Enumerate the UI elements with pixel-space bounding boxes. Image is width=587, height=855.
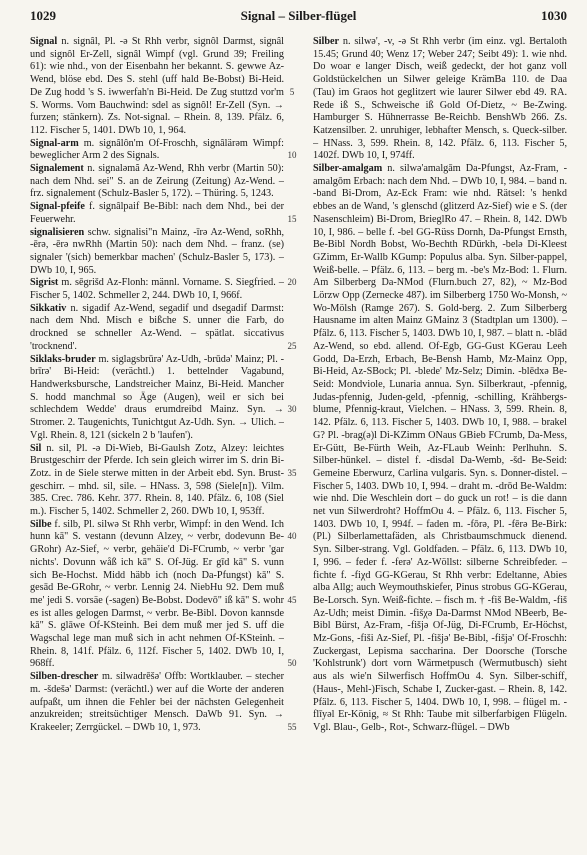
- line-number: 5: [289, 86, 295, 97]
- entry-headword: Signal-arm: [30, 137, 79, 149]
- page-number-left: 1029: [30, 8, 56, 23]
- running-title: Signal – Silber-flügel: [240, 8, 357, 23]
- line-number: 50: [287, 658, 297, 669]
- dictionary-entry: [30, 443, 284, 519]
- entry-headword: Sikkativ: [30, 302, 67, 314]
- dictionary-entry: [30, 277, 284, 302]
- entry-body: m. sēgrišd Az-Flonh: männl. Vorname. S. Siegfried. – Fischer 5, 1402. Schmeller 2, 244. DWb 10, I, 966f.: [30, 277, 284, 302]
- entry-body: n. signâl, Pl. -ə St Rhh verbr, signôl Darmst, signâl und signôl Er-Zell, signâl Wimpf (vgl. Grund 39; Freiling 61): wie nhd., von der Eisenbahn her bekannt. S. gewwe Az-Wend, blöse ebd. Des S. stehl (uff hald Be-Bobst) Bi-Heid. De Zug hodd 's S. iwwerfah'n Bi-Heid. De Zug stuttzd vor'm S. Worms. Vom Bauchwind: sdel as signôl! Er-Zell (Syn. → furzen; stänkern). Zs. Not-signal. – Rhein. 8, 139. Pfälz. 6, 112. Fischer 5, 1401. DWb 10, 1, 964.: [30, 36, 284, 136]
- line-number: 20: [287, 277, 297, 288]
- entry-headword: Signalement: [30, 163, 84, 175]
- line-number: 55: [287, 721, 297, 732]
- line-number: 25: [287, 340, 297, 351]
- entry-body: m. siglagsbrūrə' Az-Udh, -brūdə' Mainz; Pl. -brīrə' Bi-Heid: (verächtl.) 1. bettelnder Vagabund, Handwerksbursche, Landstreicher Mainz, Bi-Heid. Mancher S. hodd manchmal so Äge (Augen), weil er sich bei schlechdem Wedde' draus erumdreibd Mainz. Syn. → Stromer. 2. Taugenichts, Tunichtgut Az-Udh. Syn. → Ulich. – Vgl. Rhein. 8, 121 (sickeln 2 b 'laufen').: [30, 353, 284, 441]
- entry-headword: Silben-drescher: [30, 671, 99, 683]
- dictionary-entry: [30, 36, 284, 138]
- page-header: [30, 8, 567, 26]
- entry-headword: Silber: [313, 36, 340, 47]
- entry-headword: Signal: [30, 36, 58, 47]
- dictionary-entry: [30, 163, 284, 201]
- entry-body: m. signâlôn'm Of-Froschh, signâlärəm Wimpf: beweglicher Arm 2 des Signals.: [30, 137, 284, 162]
- entry-body: n. sigadif Az-Wend, segadif und dsegadif Darmst: nach dem Nhd. Misch e bißche S. unner die Farb, do drockned se schneller Az-Wend. – spätlat. siccativus 'trocknend'.: [30, 302, 284, 352]
- dictionary-entry: [313, 36, 567, 163]
- dictionary-entry: [30, 519, 284, 671]
- entry-body: n. silwə', -v, -ə St Rhh verbr (im einz. vgl. Bertaloth 15.45; Grund 40; Wenz 17; Weber 247; Seibt 49): 1. wie nhd. Do woar e langer Disch, weiß gedeckt, der hot ganz voll Goldstückelchen un Silwer geleige KrämBa 110. de Daa (Tau) im Graos hot geglitzert wie laurer Silwer ebd 49. RA. Rede iß S., Schweische iß Gold Of-Dietz, ~ Be-Zwing. Hamburger S. Hühnerrasse Be-Reichb. BenshWb 266. Zs. Katzensilber. 2. unruhiger, lebhafter Mensch, s. Queck-silber. – HNass. 3, 599. Rhein. 8, 142. Pfälz. 6, 113. Fischer 5, 1402f. DWb 10, I, 974ff.: [313, 36, 567, 162]
- dictionary-entry: [30, 354, 284, 443]
- entry-headword: signalisieren: [30, 226, 85, 238]
- entry-headword: Sigrist: [30, 277, 59, 289]
- entry-headword: Sil: [30, 442, 42, 454]
- line-number: 10: [287, 150, 297, 161]
- entry-body: f. signâlpaif Be-Bibl: nach dem Nhd., bei der Feuerwehr.: [30, 201, 284, 225]
- entry-body: n. signaləmã Az-Wend, Rhh verbr (Martin 50): nach dem Nhd. sei" S. an de Zeirung (Zeitung) Az-Wend. – frz. signalement (Schulz-Basler 5, 172). – Thüring. 5, 1243.: [30, 163, 284, 200]
- dictionary-entry: [30, 303, 284, 354]
- entry-body: n. sil, Pl. -ə Di-Wieb, Bi-Gaulsh Zotz, Alzey: leichtes Brustgeschirr der Pferde. Ich sein gleich wirrer im S. drin Bi-Zotz. in de Siele sterwe mitten in der Arbeit ebd. Syn. Brust-geschirr. – mhd. sil, sile. – HNass. 3, 598 (Siele[n]). Vilm. 385. Crec. 786. Kehr. 377. Rhein. 8, 140. Pfälz. 6, 108 (Siel m.). Fischer 5, 1402. Schmeller 2, 260. DWb 10, I, 953ff.: [30, 442, 284, 518]
- dictionary-entry: [30, 138, 284, 163]
- entry-headword: Silber-amalgam: [313, 163, 383, 175]
- entry-headword: Siklaks-bruder: [30, 353, 96, 365]
- entry-headword: Silbe: [30, 518, 52, 530]
- line-number: 15: [287, 213, 297, 224]
- line-number: 45: [287, 594, 297, 605]
- line-number: 30: [287, 404, 297, 415]
- line-number-gutter: [285, 36, 299, 847]
- entry-body: schw. signalisi"n Mainz, -īrə Az-Wend, soRhh, -ērə, -ērə nwRhh (Martin 50): nach dem Nhd. – franz. (se) signaler '(sich) bemerkbar machen' (Schulz-Basler 5, 173). – DWb 10, I, 965.: [30, 226, 284, 276]
- entry-body: n. silwə'amalgām Da-Pfungst, Az-Fram, -amalgōm Erbach: nach dem Nhd. – DWb 10, I, 984. – band n. -band Bi-Drom, Az-Eck Fram: wie nhd. Rätsel: 's henkd ebbes an de Wand, 's glenschd (glitzerd Az-Sief) wie e S. (der Nasenschleim) Bi-Drom, BrieglRo 47. – Rhein. 8, 142. DWb 10, I, 986. – belle f. -bel GG-Rüss Dornh, Da-Pfungst Ernsth, Be-Bibl Nordh Bobst, Wo-Bechth RDürkh, -belə Di-Kleest GZimm, Er-Wallb KGump: Populus alba. Syn. Silber-pappel, Weiß-belle. – Pfälz. 6, 113. – berg m. -be's Mz-Bod: 1. Flurn. Am Silberberg Da-NMod (Flurn.buch 27, 82), ~ Mz-Bod Lörzw Opp (Zernecke 487). im Silberberg 1750 Wo-Monsh, ~ Wo-Mölsh (Ramge 267). S. Gold-berg. 2. Zum Silberberg Hausname im alten Mainz GMainz 3 (Stadtplan um 1300). – Pfälz. 6, 113. Fischer 5, 1403. DWb 10, I, 987. – blatt n. -blād Az-Wend, so ebd. allend. Of-Egb, GG-Gust KGerau Leeh Godd, Da-Erzh, Erbach, Be-Bensh Hamb, Mz-Mainz Opp, Bi-Heid, Az-SBock; Pl. -blede' Mz-Selz; Dimin. -blēdxə Be-Seid: Mondviole, Lunaria annua. Syn. Silberkraut, -pfennig, Judas-pfennig, Juden-geld, -pfennig, -schilling, Krähbergs-blume, Pfennig-kraut, Vielchen. – HNass. 3, 599. Rhein. 8, 142. Pfälz. 6, 113. Fischer 5, 1403. DWb 10, I, 988. – brakel G? Pl. -brag(ə)l Di-KZimm ONaus GBieb FCrumb, Da-Mess, Er-Gütt, Be-Fürth Weih, Az-FLaub Weinh: Perlhuhn. S. Silber-hünkel. – distel f. -disdəl Da-Wemb, -šd- Be-Seid: Gemeine Eberwurz, Carlina vulgaris. Syn. s. Donner-distel. – Fischer 5, 1403. DWb 10, I, 994. – draht m. -drōd Be-Waldm: wie nhd. Die Weschlein dort – do guck un rot! – is die dann net vun Silwerdroht? HoffmOu 4. – Pfälz. 6, 113. Fischer 5, 1403. DWb 10, I, 994f. – faden m. -fōrə, Pl. -fērə Be-Birk: (Pl.) Silberlamettafäden, als Christbaumschmuck dienend. Syn. Silber-strang. Vgl. Goldfaden. – Pfälz. 6, 113. DWb 10, I, 996. – feder f. -ferə' Az-Wöllst: silberne Schreibfeder. – fichte f. -fiχd GG-KGerau, St Rhh verbr: Edeltanne, Abies alba Allg; auch Weymouthskiefer, Pinus strobus GG-KGerau, Be-Lorsch. Syn. Weiß-fichte. – fisch m. † -fiš Be-Waldm, -fiš Az-Udh; meist Dimin. -fišχə Da-Darmst NMod NBeerb, Be-Bibl Bürst, Az-Fram, -fišjə Of-Jüg, Di-FCrumb, Er-Höchst, Mz-Gons, -fiši Az-Sief, Pl. -fišjə' Be-Bibl, -fišjə' Of-Froschh: Zuckergast, Lepisma saccharina. Der Doorsche (Torsche 'Kohlstrunk') dort vorn Wärmetpusch (Wermutbusch) sieht aus als wie'n Silwerfisch HoffmOu 4. Syn. Silber-schiff, (Haus-, Mehl-)Fisch, Schabe I, Zucker-gast. – Rhein. 8, 142. Pfälz. 6, 113. Fischer 5, 1404. DWb 10, I, 998. – flügel m. -flīyəl Er-König, ≈ St Rhh: Taube mit silberfarbigen Flügeln. Vgl. Blau-, Gelb-, Rot-, Schwarz-flügel. – DWb: [313, 163, 567, 733]
- entry-headword: Signal-pfeife: [30, 201, 85, 213]
- line-number: 40: [287, 531, 297, 542]
- dictionary-entry: [30, 201, 284, 226]
- entry-body: m. silwadrēšə' Offb: Wortklauber. – stecher m. -šdešə' Darmst: (verächtl.) wer auf die Worte der anderen aufpaßt, um ihnen die Fehler bei der nächsten Gelegenheit anzukreiden; streitsüchtiger Mensch. DaWb 91. Syn. → Krakeeler; Zerrgückel. – DWb 10, 1, 973.: [30, 671, 284, 733]
- entry-body: f. silb, Pl. silwə St Rhh verbr, Wimpf: in den Wend. Ich hunn kā" S. vestann (devunn Alzey, ~ verbr, dodevunn Be-GRohr) Az-Sief, ~ verbr, gehäie'd Di-FCrumb, ~ verbr 'gar nichts'. Dovunn wåß ich kā" S. Of-Jüg. Er gīd kā" S. vunn sich Be-Hochst. Midd häbb ich (noch Da-Pfungst) kā" S. gesād Be-GRohr, ~ verbr. Lennig 24. NiebHu 92. Dem muß me' jedi S. vorsäe (-sagen) Be-Bobst. Dodevō" iß kā" S. wohr es ist alles gelogen Darmst, ~ verbr. Be-Bibl. Dovon kannsde kā" S. glāwe Of-KSteinh. Bei dem muß mer jed S. uff die Wagschal lege man muß sich in acht nehmen Of-KSteinh. – Rhein. 8, 141f. Pfälz. 6, 112f. Fischer 5, 1402. DWb 10, I, 968ff.: [30, 518, 284, 670]
- dictionary-entry: [30, 227, 284, 278]
- left-column: [30, 36, 284, 847]
- right-column: [313, 36, 567, 847]
- dictionary-entry: [30, 671, 284, 735]
- line-number: 35: [287, 467, 297, 478]
- page-number-right: 1030: [541, 8, 567, 23]
- dictionary-entry: [313, 163, 567, 735]
